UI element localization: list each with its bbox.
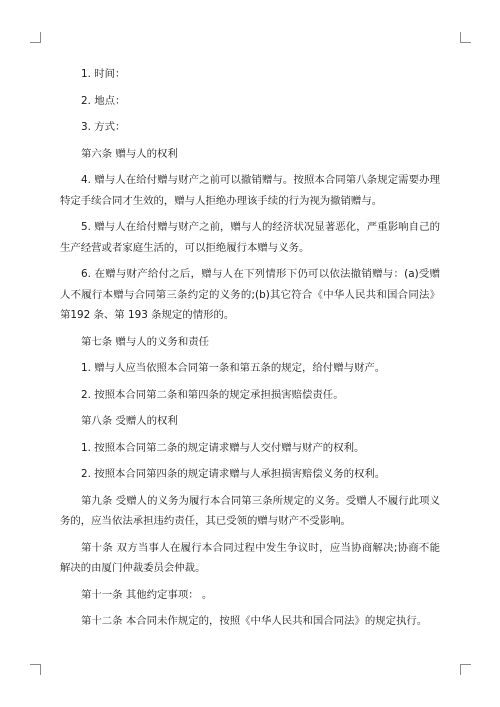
crop-mark-bottom-left [30,664,41,675]
section-9: 第九条 受赠人的义务为履行本合同第三条所规定的义务。受赠人不履行此项义务的，应当依法承担违约责任，其已受领的赠与财产不受影响。 [60,494,440,527]
crop-mark-top-right [460,32,471,43]
paragraph-7-2: 2. 按照本合同第二条和第四条的规定承担损害赔偿责任。 [81,388,344,401]
section-heading-6: 第六条 赠与人的权利 [81,147,178,160]
paragraph-6-4: 4. 赠与人在给付赠与财产之前可以撤销赠与。按照本合同第八条规定需要办理特定手续合同才生效的，赠与人拒绝办理该手续的行为视为撤销赠与。 [60,174,440,207]
paragraph-7-1: 1. 赠与人应当依照本合同第一条和第五条的规定，给付赠与财产。 [81,362,386,374]
section-12: 第十二条 本合同未作规定的，按照《中华人民共和国合同法》的规定执行。 [81,615,428,627]
paragraph-time: 1. 时间： [81,68,126,80]
paragraph-8-1: 1. 按照本合同第二条的规定请求赠与人交付赠与财产的权利。 [81,441,365,454]
document-body [60,64,440,638]
crop-mark-bottom-right [460,664,471,675]
section-heading-8: 第八条 受赠人的权利 [81,415,178,427]
section-heading-7: 第七条 赠与人的义务和责任 [81,335,209,348]
section-10: 第十条 双方当事人在履行本合同过程中发生争议时，应当协商解决;协商不能解决的由厦门仲裁委员会仲裁。 [60,541,440,574]
paragraph-6-6: 6. 在赠与财产给付之后，赠与人在下列情形下仍可以依法撤销赠与：(a)受赠人不履行本赠与合同第三条约定的义务的;(b)其它符合《中华人民共和国合同法》第192 条、第 193 条规定的情形的。 [60,268,440,321]
crop-mark-top-left [30,32,41,43]
paragraph-8-2: 2. 按照本合同第四条的规定请求赠与人承担损害赔偿义务的权利。 [81,468,386,480]
paragraph-6-5: 5. 赠与人在给付赠与财产之前，赠与人的经济状况显著恶化，严重影响自己的生产经营或者家庭生活的，可以拒绝履行本赠与义务。 [60,221,440,254]
paragraph-place: 2. 地点： [81,94,126,107]
paragraph-method: 3. 方式： [81,121,126,133]
section-11: 第十一条 其他约定事项： 。 [81,588,213,601]
